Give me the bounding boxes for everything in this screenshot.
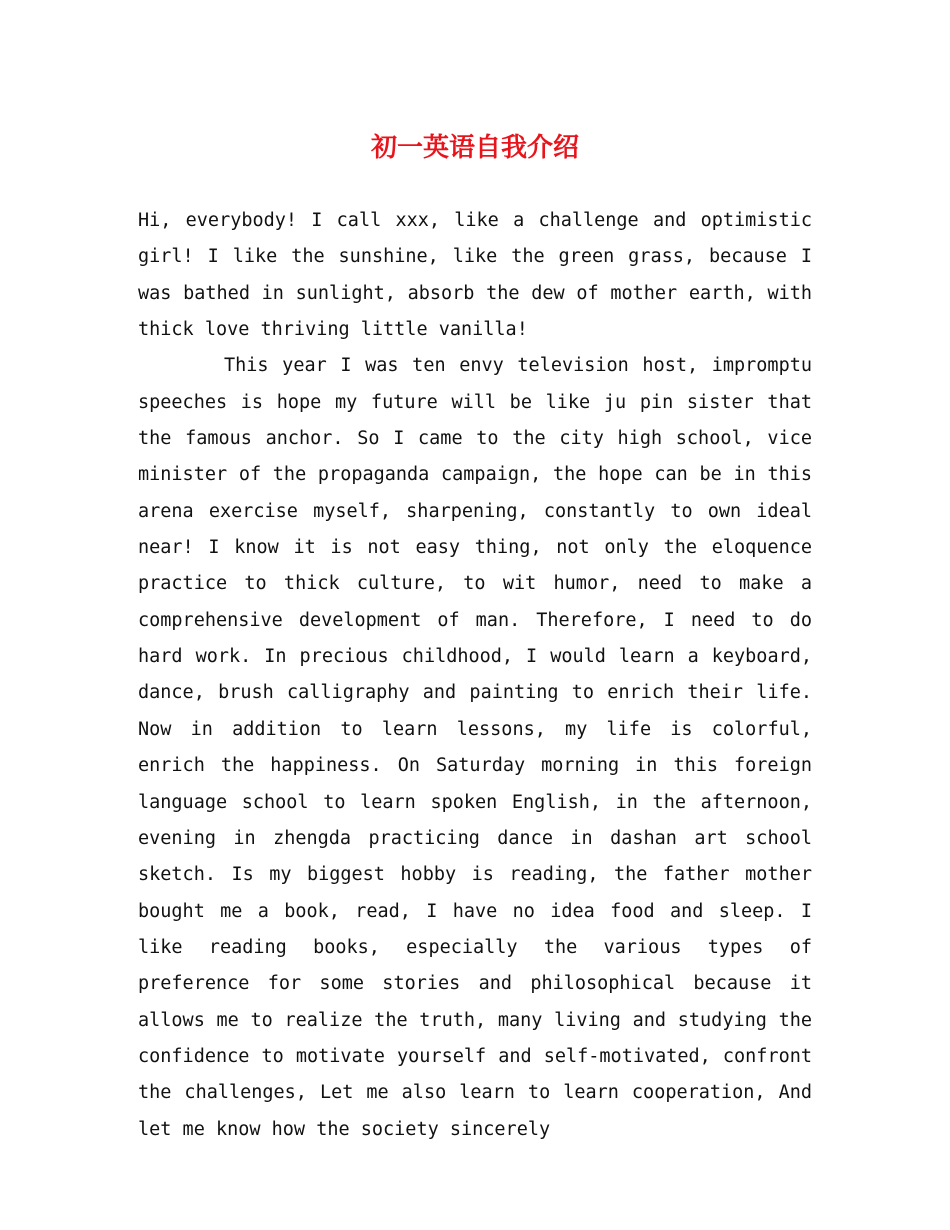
document-body — [138, 203, 812, 1148]
paragraph-intro: Hi, everybody! I call xxx, like a challenge and optimistic girl! I like the sunshine, like the green grass, because I was bathed in sunlight, absorb the dew of mother earth, with thick love thriving little vanilla! — [138, 210, 812, 341]
paragraph-main: This year I was ten envy television host, impromptu speeches is hope my future will be like ju pin sister that the famous anchor. So I came to the city high school, vice minister of the propaganda campaign, the hope can be in this arena exercise myself, sharpening, constantly to own ideal near! I know it is not easy thing, not only the eloquence practice to thick culture, to wit humor, need to make a comprehensive development of man. Therefore, I need to do hard work. In precious childhood, I would learn a keyboard, dance, brush calligraphy and painting to enrich their life. Now in addition to learn lessons, my life is colorful, enrich the happiness. On Saturday morning in this foreign language school to learn spoken English, in the afternoon, evening in zhengda practicing dance in dashan art school sketch. Is my biggest hobby is reading, the father mother bought me a book, read, I have no idea food and sleep. I like reading books, especially the various types of preference for some stories and philosophical because it allows me to realize the truth, many living and studying the confidence to motivate yourself and self-motivated, confront the challenges, Let me also learn to learn cooperation, And let me know how the society sincerely — [138, 355, 812, 1140]
document-title: 初一英语自我介绍 — [370, 133, 579, 163]
